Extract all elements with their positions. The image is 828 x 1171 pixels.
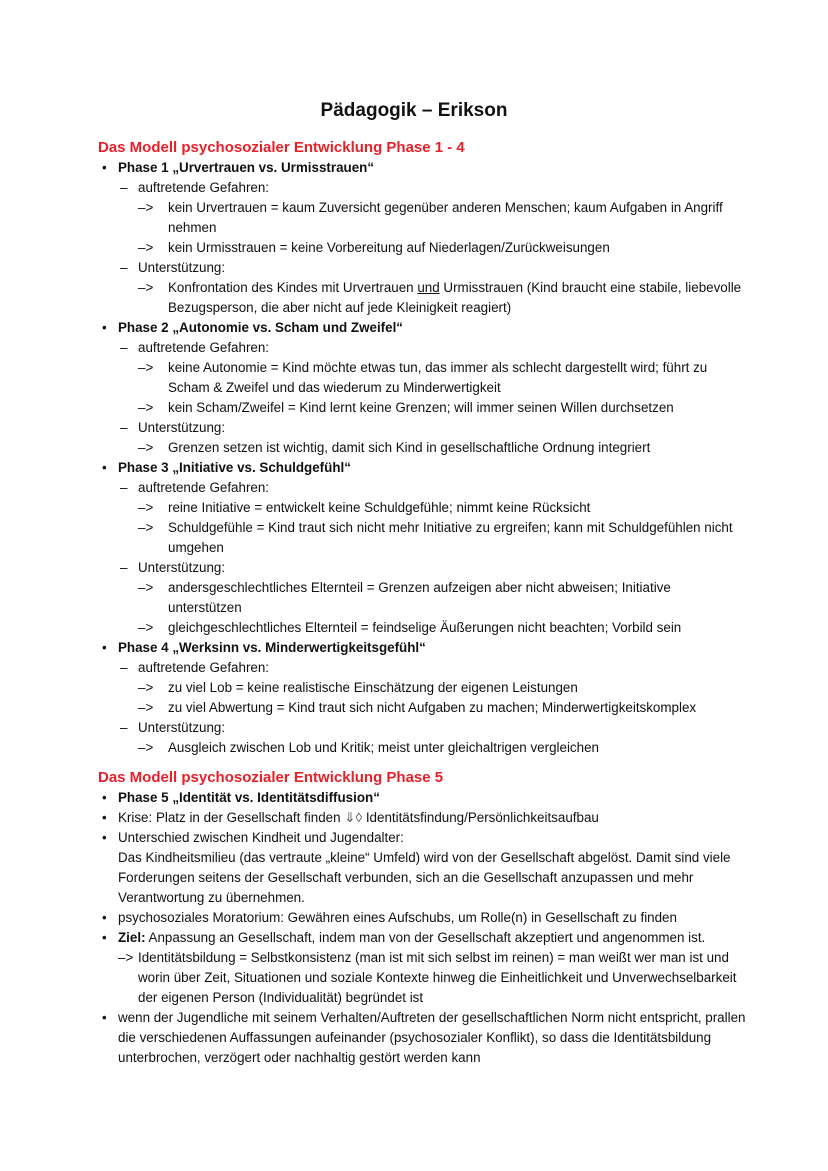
- dash-icon: –: [120, 720, 128, 735]
- goal-item: • Ziel: Anpassung an Gesellschaft, indem man von der Gesellschaft akzeptiert und angenommen ist.: [98, 928, 748, 948]
- dash-icon: –: [120, 260, 128, 275]
- danger-item: –> zu viel Lob = keine realistische Einschätzung der eigenen Leistungen: [98, 678, 748, 698]
- arrow-icon: –>: [138, 500, 154, 515]
- section-heading-phase-5: Das Modell psychosozialer Entwicklung Phase 5: [98, 769, 444, 786]
- dangers-label: – auftretende Gefahren:: [98, 178, 748, 198]
- section-heading-phase-1-4: Das Modell psychosozialer Entwicklung Phase 1 - 4: [98, 139, 465, 156]
- support-item: –> gleichgeschlechtliches Elternteil = feindselige Äußerungen nicht beachten; Vorbild sein: [98, 618, 748, 638]
- support-label: – Unterstützung:: [98, 258, 748, 278]
- bullet-icon: •: [102, 810, 107, 825]
- bullet-icon: •: [102, 1010, 107, 1025]
- identity-item: –> Identitätsbildung = Selbstkonsistenz (man ist mit sich selbst im reinen) = man weißt wer man ist und worin über Zeit, Situationen und soziale Kontexte hinweg die Einheitlichkeit und Unverwechselbarkeit der eigenen Person (Individualität) begründet ist: [118, 950, 737, 1005]
- arrow-icon: –>: [138, 200, 154, 215]
- dash-icon: –: [120, 180, 128, 195]
- danger-item: –> zu viel Abwertung = Kind traut sich nicht Aufgaben zu machen; Minderwertigkeitskomplex: [98, 698, 748, 718]
- danger-item: –> kein Urvertrauen = kaum Zuversicht gegenüber anderen Menschen; kaum Aufgaben in Angriff nehmen: [138, 200, 723, 235]
- dash-icon: –: [120, 560, 128, 575]
- arrow-icon: –>: [138, 620, 154, 635]
- support-item: –> andersgeschlechtliches Elternteil = Grenzen aufzeigen aber nicht abweisen; Initiative unterstützen: [138, 580, 671, 615]
- support-item: –> Konfrontation des Kindes mit Urvertrauen und Urmisstrauen (Kind braucht eine stabile, liebevolle Bezugsperson, die aber nicht auf jede Kleinigkeit reagiert): [138, 280, 742, 315]
- conflict-item: • wenn der Jugendliche mit seinem Verhalten/Auftreten der gesellschaftlichen Norm nicht entspricht, prallen die verschiedenen Auffassungen aufeinander (psychosozialer Konflikt), so dass die Identitätsbildung unterbrochen, verzögert oder nachhaltig gestört werden kann: [102, 1010, 746, 1065]
- arrow-icon: –>: [138, 580, 154, 595]
- difference-item: • Unterschied zwischen Kindheit und Jugendalter:: [98, 828, 748, 848]
- phase-4-block: [98, 638, 748, 758]
- support-item: –> Grenzen setzen ist wichtig, damit sich Kind in gesellschaftliche Ordnung integriert: [98, 438, 748, 458]
- dangers-label: – auftretende Gefahren:: [98, 658, 748, 678]
- phase-3-block: [98, 458, 748, 638]
- document-content: [98, 138, 748, 1068]
- phase-1-block: [98, 158, 748, 318]
- dangers-label: – auftretende Gefahren:: [98, 338, 748, 358]
- arrow-icon: –>: [138, 280, 154, 295]
- moratorium-item: • psychosoziales Moratorium: Gewähren eines Aufschubs, um Rolle(n) in Gesellschaft zu finden: [98, 908, 748, 928]
- bullet-icon: •: [102, 320, 107, 335]
- arrow-icon: –>: [138, 700, 154, 715]
- bullet-icon: •: [102, 930, 107, 945]
- dangers-label: – auftretende Gefahren:: [98, 478, 748, 498]
- bullet-icon: •: [102, 460, 107, 475]
- arrow-icon: –>: [118, 950, 134, 965]
- page-title: Pädagogik – Erikson: [320, 100, 508, 121]
- danger-item: –> reine Initiative = entwickelt keine Schuldgefühle; nimmt keine Rücksicht: [98, 498, 748, 518]
- arrow-icon: –>: [138, 520, 154, 535]
- support-label: – Unterstützung:: [98, 718, 748, 738]
- down-arrow-diamond-icon: ⇓◊: [344, 810, 363, 825]
- danger-item: –> kein Scham/Zweifel = Kind lernt keine Grenzen; will immer seinen Willen durchsetzen: [98, 398, 748, 418]
- dash-icon: –: [120, 480, 128, 495]
- support-item: –> Ausgleich zwischen Lob und Kritik; meist unter gleichaltrigen vergleichen: [98, 738, 748, 758]
- phase-4-title: • Phase 4 „Werksinn vs. Minderwertigkeitsgefühl“: [98, 638, 748, 658]
- phase-3-title: • Phase 3 „Initiative vs. Schuldgefühl“: [98, 458, 748, 478]
- arrow-icon: –>: [138, 680, 154, 695]
- phase-5-block: [98, 788, 748, 1068]
- arrow-icon: –>: [138, 440, 154, 455]
- bullet-icon: •: [102, 830, 107, 845]
- underlined-word: und: [417, 280, 440, 295]
- phase-2-block: [98, 318, 748, 458]
- difference-text: Das Kindheitsmilieu (das vertraute „kleine“ Umfeld) wird von der Gesellschaft abgelöst. Damit sind viele Forderungen seitens der Gesellschaft verbunden, sich an die Gesellschaft anzupassen und mehr Verantwortung zu übernehmen.: [118, 850, 731, 905]
- danger-item: –> keine Autonomie = Kind möchte etwas tun, das immer als schlecht dargestellt wird; führt zu Scham & Zweifel und das wiederum zu Minderwertigkeit: [138, 360, 708, 395]
- arrow-icon: –>: [138, 740, 154, 755]
- bullet-icon: •: [102, 640, 107, 655]
- phase-1-title: • Phase 1 „Urvertrauen vs. Urmisstrauen“: [98, 158, 748, 178]
- phase-5-title: • Phase 5 „Identität vs. Identitätsdiffusion“: [98, 788, 748, 808]
- dash-icon: –: [120, 660, 128, 675]
- dash-icon: –: [120, 420, 128, 435]
- support-label: – Unterstützung:: [98, 558, 748, 578]
- danger-item: –> kein Urmisstrauen = keine Vorbereitung auf Niederlagen/Zurückweisungen: [98, 238, 748, 258]
- bullet-icon: •: [102, 160, 107, 175]
- arrow-icon: –>: [138, 360, 154, 375]
- arrow-icon: –>: [138, 400, 154, 415]
- bullet-icon: •: [102, 910, 107, 925]
- bullet-icon: •: [102, 790, 107, 805]
- phase-2-title: • Phase 2 „Autonomie vs. Scham und Zweifel“: [98, 318, 748, 338]
- support-label: – Unterstützung:: [98, 418, 748, 438]
- danger-item: –> Schuldgefühle = Kind traut sich nicht mehr Initiative zu ergreifen; kann mit Schuldgefühlen nicht umgehen: [138, 520, 733, 555]
- crisis-item: • Krise: Platz in der Gesellschaft finden ⇓◊ Identitätsfindung/Persönlichkeitsaufbau: [98, 808, 748, 828]
- arrow-icon: –>: [138, 240, 154, 255]
- dash-icon: –: [120, 340, 128, 355]
